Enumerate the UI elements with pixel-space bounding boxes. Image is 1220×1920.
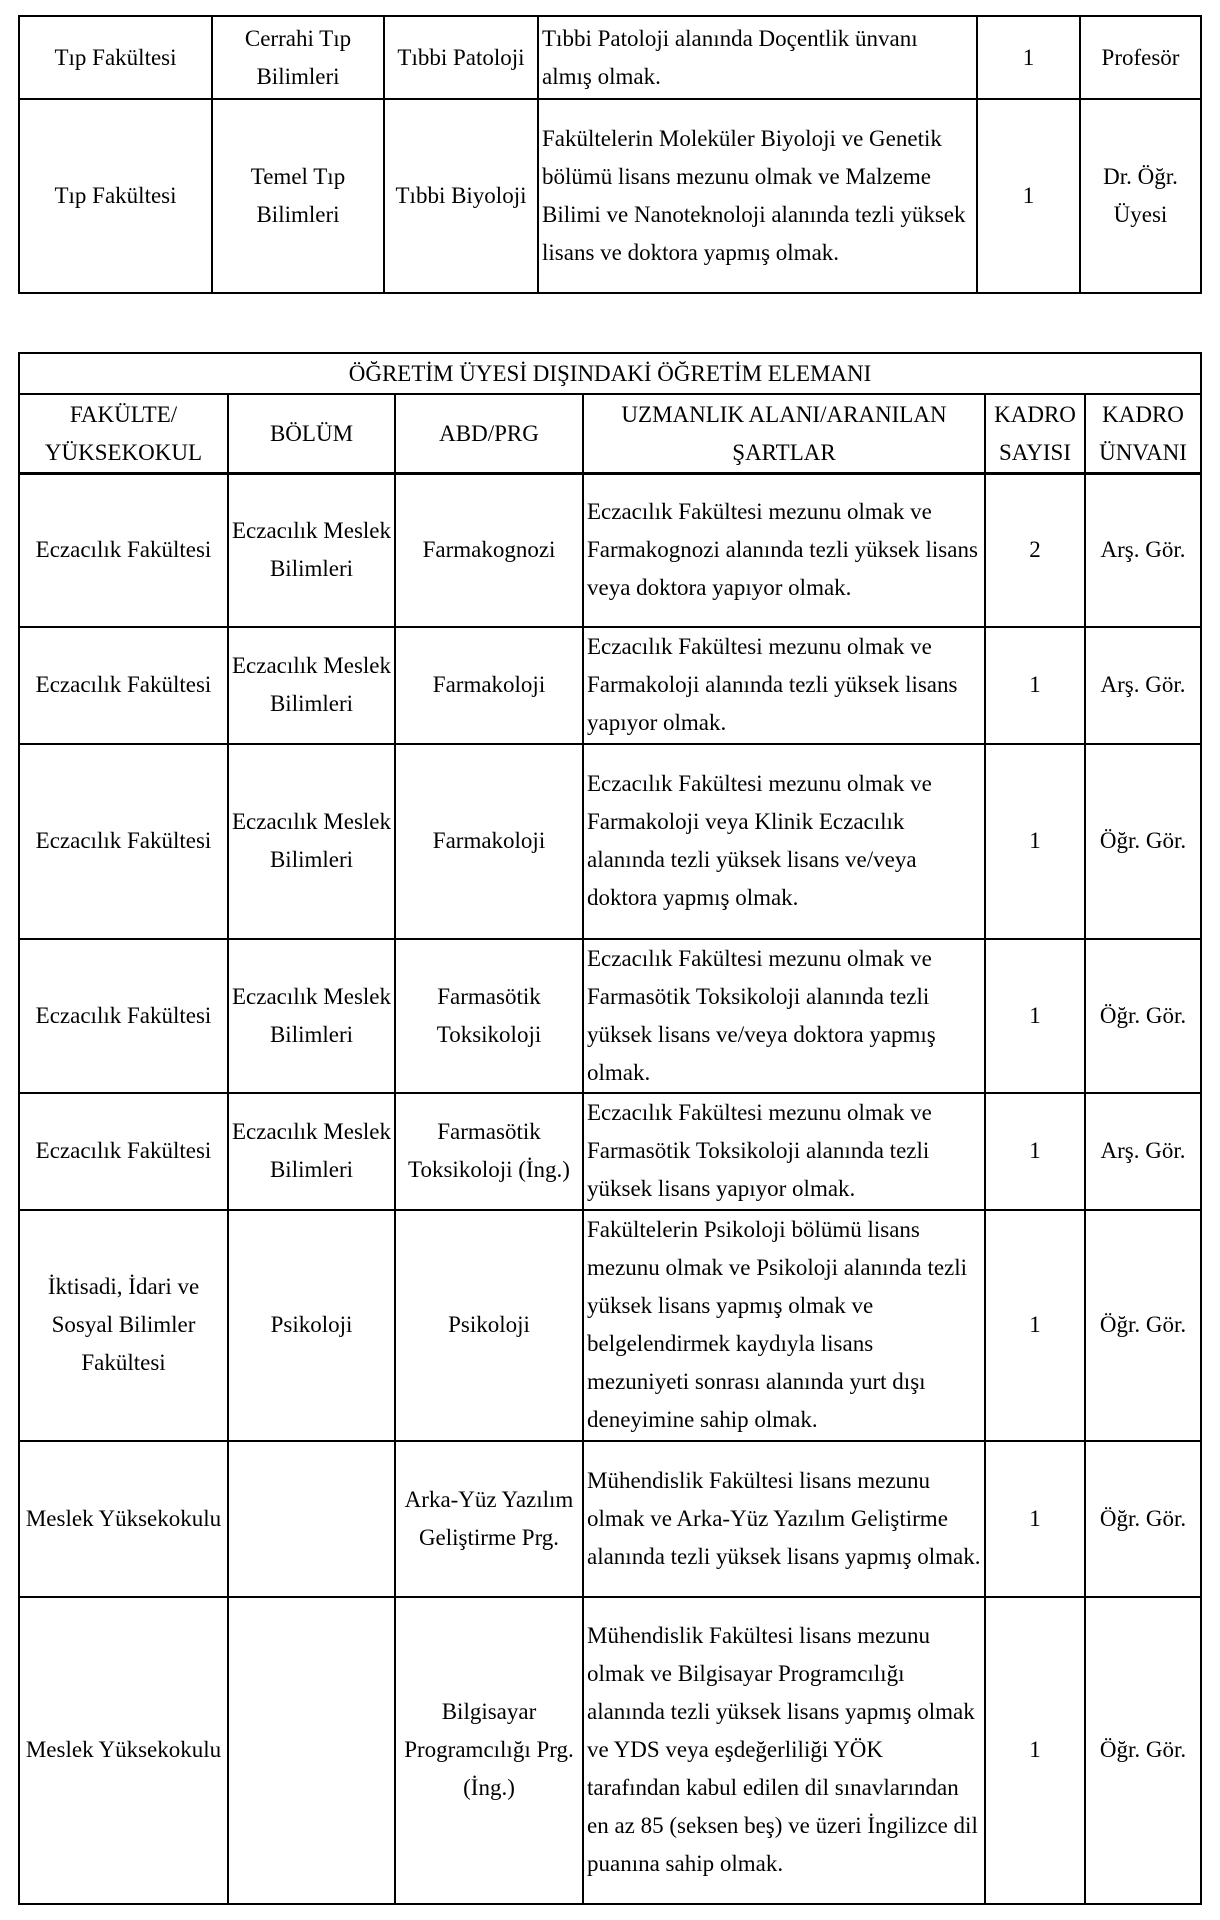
- count-cell: 1: [985, 1210, 1085, 1441]
- title-cell: Öğr. Gör.: [1085, 1597, 1201, 1904]
- count-cell: 1: [985, 1597, 1085, 1904]
- requirements-cell: Eczacılık Fakültesi mezunu olmak ve Farmasötik Toksikoloji alanında tezli yüksek lisans yapıyor olmak.: [583, 1093, 985, 1210]
- count-cell: 1: [985, 627, 1085, 744]
- title-cell: Öğr. Gör.: [1085, 1441, 1201, 1597]
- faculty-cell: Tıp Fakültesi: [19, 16, 212, 99]
- faculty-cell: Eczacılık Fakültesi: [19, 939, 228, 1093]
- faculty-cell: Eczacılık Fakültesi: [19, 474, 228, 627]
- header-abd: ABD/PRG: [395, 394, 583, 474]
- table-row: [19, 16, 1201, 99]
- abd-cell: Arka-Yüz Yazılım Geliştirme Prg.: [395, 1441, 583, 1597]
- faculty-cell: İktisadi, İdari ve Sosyal Bilimler Fakültesi: [19, 1210, 228, 1441]
- title-cell: Öğr. Gör.: [1085, 744, 1201, 939]
- title-cell: Öğr. Gör.: [1085, 1210, 1201, 1441]
- requirements-cell: Mühendislik Fakültesi lisans mezunu olmak ve Arka-Yüz Yazılım Geliştirme alanında tezli yüksek lisans yapmış olmak.: [583, 1441, 985, 1597]
- table-title: ÖĞRETİM ÜYESİ DIŞINDAKİ ÖĞRETİM ELEMANI: [19, 353, 1201, 394]
- header-row: [19, 394, 1201, 474]
- count-cell: 2: [985, 474, 1085, 627]
- department-cell: Eczacılık Meslek Bilimleri: [228, 939, 395, 1093]
- count-cell: 1: [977, 99, 1080, 293]
- requirements-cell: Eczacılık Fakültesi mezunu olmak ve Farmakoloji alanında tezli yüksek lisans yapıyor olmak.: [583, 627, 985, 744]
- title-cell: Profesör: [1080, 16, 1201, 99]
- table-row: [19, 1441, 1201, 1597]
- abd-cell: Tıbbi Patoloji: [384, 16, 538, 99]
- header-department: BÖLÜM: [228, 394, 395, 474]
- faculty-cell: Meslek Yüksekokulu: [19, 1597, 228, 1904]
- table-row: [19, 1597, 1201, 1904]
- requirements-cell: Fakültelerin Moleküler Biyoloji ve Genetik bölümü lisans mezunu olmak ve Malzeme Bilimi ve Nanoteknoloji alanında tezli yüksek lisans ve doktora yapmış olmak.: [538, 99, 977, 293]
- table-row: [19, 474, 1201, 627]
- title-cell: Arş. Gör.: [1085, 474, 1201, 627]
- faculty-cell: Tıp Fakültesi: [19, 99, 212, 293]
- requirements-cell: Tıbbi Patoloji alanında Doçentlik ünvanı almış olmak.: [538, 16, 977, 99]
- abd-cell: Farmasötik Toksikoloji (İng.): [395, 1093, 583, 1210]
- requirements-cell: Mühendislik Fakültesi lisans mezunu olmak ve Bilgisayar Programcılığı alanında tezli yüksek lisans yapmış olmak ve YDS veya eşdeğerliliği YÖK tarafından kabul edilen dil sınavlarından en az 85 (seksen beş) ve üzeri İngilizce dil puanına sahip olmak.: [583, 1597, 985, 1904]
- abd-cell: Psikoloji: [395, 1210, 583, 1441]
- department-cell: Eczacılık Meslek Bilimleri: [228, 744, 395, 939]
- header-requirements: UZMANLIK ALANI/ARANILAN ŞARTLAR: [583, 394, 985, 474]
- department-cell: Eczacılık Meslek Bilimleri: [228, 627, 395, 744]
- header-title: KADRO ÜNVANI: [1085, 394, 1201, 474]
- header-count: KADRO SAYISI: [985, 394, 1085, 474]
- faculty-cell: Eczacılık Fakültesi: [19, 627, 228, 744]
- table-row: [19, 939, 1201, 1093]
- table-title-row: [19, 353, 1201, 394]
- requirements-cell: Eczacılık Fakültesi mezunu olmak ve Farmakoloji veya Klinik Eczacılık alanında tezli yüksek lisans ve/veya doktora yapmış olmak.: [583, 744, 985, 939]
- title-cell: Arş. Gör.: [1085, 627, 1201, 744]
- table-row: [19, 627, 1201, 744]
- table-row: [19, 1093, 1201, 1210]
- count-cell: 1: [977, 16, 1080, 99]
- department-cell: Eczacılık Meslek Bilimleri: [228, 474, 395, 627]
- department-cell: Eczacılık Meslek Bilimleri: [228, 1093, 395, 1210]
- table-row: [19, 744, 1201, 939]
- faculty-cell: Eczacılık Fakültesi: [19, 744, 228, 939]
- department-cell: Psikoloji: [228, 1210, 395, 1441]
- requirements-cell: Fakültelerin Psikoloji bölümü lisans mezunu olmak ve Psikoloji alanında tezli yüksek lisans yapmış olmak ve belgelendirmek kaydıyla lisans mezuniyeti sonrası alanında yurt dışı deneyimine sahip olmak.: [583, 1210, 985, 1441]
- table-row: [19, 1210, 1201, 1441]
- count-cell: 1: [985, 1441, 1085, 1597]
- requirements-cell: Eczacılık Fakültesi mezunu olmak ve Farmakognozi alanında tezli yüksek lisans veya doktora yapıyor olmak.: [583, 474, 985, 627]
- staff-positions-table: [18, 352, 1202, 1905]
- title-cell: Öğr. Gör.: [1085, 939, 1201, 1093]
- count-cell: 1: [985, 1093, 1085, 1210]
- title-cell: Arş. Gör.: [1085, 1093, 1201, 1210]
- faculty-positions-table: [18, 15, 1202, 294]
- abd-cell: Tıbbi Biyoloji: [384, 99, 538, 293]
- faculty-cell: Meslek Yüksekokulu: [19, 1441, 228, 1597]
- table-row: [19, 99, 1201, 293]
- abd-cell: Farmakognozi: [395, 474, 583, 627]
- faculty-cell: Eczacılık Fakültesi: [19, 1093, 228, 1210]
- abd-cell: Farmakoloji: [395, 627, 583, 744]
- abd-cell: Bilgisayar Programcılığı Prg. (İng.): [395, 1597, 583, 1904]
- department-cell: Temel Tıp Bilimleri: [212, 99, 384, 293]
- department-cell: [228, 1597, 395, 1904]
- title-cell: Dr. Öğr. Üyesi: [1080, 99, 1201, 293]
- count-cell: 1: [985, 744, 1085, 939]
- abd-cell: Farmasötik Toksikoloji: [395, 939, 583, 1093]
- count-cell: 1: [985, 939, 1085, 1093]
- abd-cell: Farmakoloji: [395, 744, 583, 939]
- department-cell: Cerrahi Tıp Bilimleri: [212, 16, 384, 99]
- header-faculty: FAKÜLTE/ YÜKSEKOKUL: [19, 394, 228, 474]
- department-cell: [228, 1441, 395, 1597]
- requirements-cell: Eczacılık Fakültesi mezunu olmak ve Farmasötik Toksikoloji alanında tezli yüksek lisans ve/veya doktora yapmış olmak.: [583, 939, 985, 1093]
